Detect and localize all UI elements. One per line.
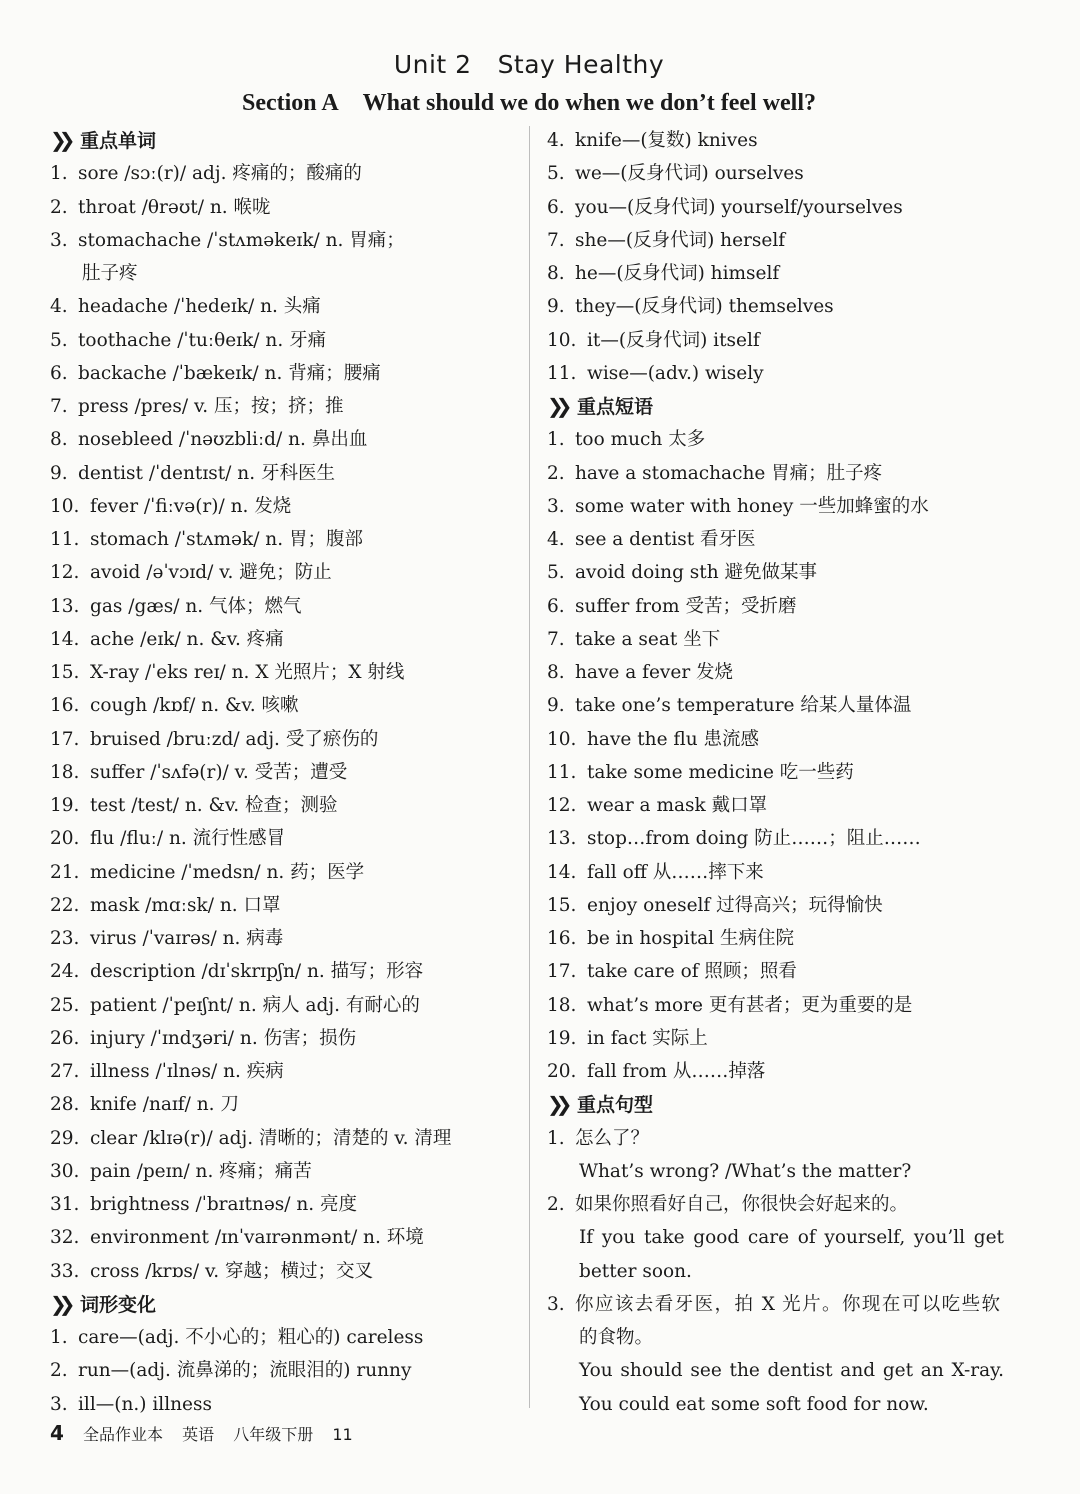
item-number: 1. (547, 1127, 565, 1149)
section-heading (50, 124, 520, 157)
item-text: have a stomachache 胃痛；肚子疼 (575, 462, 883, 484)
item-text: it—(反身代词) itself (587, 329, 760, 351)
item-number: 3. (50, 1393, 68, 1415)
item-number: 17. (547, 961, 577, 983)
item-number: 13. (50, 595, 80, 617)
item-text: flu /fluː/ n. 流行性感冒 (90, 828, 286, 850)
item-number: 16. (547, 928, 577, 949)
item-number: 1. (547, 429, 565, 451)
item-number: 20. (547, 1061, 577, 1082)
item-text: press /pres/ v. 压；按；挤；推 (78, 396, 344, 417)
list-item (547, 157, 1017, 190)
item-text: throat /θrəʊt/ n. 喉咙 (78, 196, 271, 218)
list-item (50, 889, 520, 922)
list-item (547, 1055, 1017, 1088)
section-heading (547, 1088, 1017, 1121)
item-number: 29. (50, 1127, 80, 1149)
item-text: 的食物。 (579, 1327, 654, 1348)
unit-name: Stay Healthy (497, 50, 665, 79)
list-item (50, 324, 520, 357)
list-item (50, 856, 520, 889)
item-text: backache /ˈbækeɪk/ n. 背痛；腰痛 (78, 362, 381, 384)
item-number: 11. (547, 362, 577, 384)
column-divider (529, 126, 530, 1408)
item-number: 20. (50, 828, 80, 850)
list-item (50, 191, 520, 224)
item-number: 16. (50, 695, 80, 717)
item-text: 肚子疼 (82, 263, 138, 284)
item-number: 11. (547, 761, 577, 783)
item-text: virus /ˈvaɪrəs/ n. 病毒 (90, 928, 284, 949)
list-item (547, 1188, 1017, 1221)
continuation-line (547, 1354, 1017, 1387)
item-number: 6. (547, 595, 565, 617)
item-number: 2. (50, 1360, 68, 1382)
double-chevron-icon: ❯❯ (50, 128, 68, 152)
list-item (50, 1255, 520, 1288)
list-item (547, 423, 1017, 456)
item-number: 27. (50, 1061, 80, 1082)
item-number: 10. (50, 495, 80, 517)
item-text: bruised /bruːzd/ adj. 受了瘀伤的 (90, 728, 379, 750)
item-text: suffer from 受苦；受折磨 (575, 595, 797, 617)
section-heading (50, 1288, 520, 1321)
item-number: 12. (547, 795, 577, 816)
list-item (50, 1221, 520, 1254)
item-number: 10. (547, 728, 577, 750)
item-text: cough /kɒf/ n. &v. 咳嗽 (90, 695, 299, 717)
item-number: 15. (547, 894, 577, 916)
item-text: stomach /ˈstʌmək/ n. 胃；腹部 (90, 529, 363, 550)
continuation-line (547, 1155, 1017, 1188)
item-number: 25. (50, 994, 80, 1016)
item-number: 4. (547, 130, 565, 151)
item-text: see a dentist 看牙医 (575, 529, 756, 550)
item-number: 21. (50, 861, 80, 883)
list-item (547, 955, 1017, 988)
item-number: 12. (50, 562, 80, 584)
item-text: avoid doing sth 避免做某事 (575, 562, 818, 584)
unit-title (0, 50, 1058, 79)
left-column (50, 124, 520, 1421)
item-text: fall from 从……掉落 (587, 1061, 766, 1082)
continuation-line (50, 257, 520, 290)
list-item (547, 124, 1017, 157)
item-text: stop…from doing 防止……；阻止…… (587, 828, 921, 850)
list-item (50, 922, 520, 955)
list-item (50, 556, 520, 589)
item-text: 如果你照看好自己，你很快会好起来的。 (575, 1194, 909, 1215)
list-item (50, 357, 520, 390)
item-number: 10. (547, 329, 577, 351)
item-text: be in hospital 生病住院 (587, 928, 794, 949)
list-item (547, 723, 1017, 756)
item-number: 4. (547, 529, 565, 550)
item-text: some water with honey 一些加蜂蜜的水 (575, 495, 929, 517)
heading-text: 词形变化 (80, 1293, 157, 1316)
item-number: 31. (50, 1194, 80, 1215)
item-text: pain /peɪn/ n. 疼痛；痛苦 (90, 1160, 312, 1182)
item-text: If you take good care of yourself, you’ll get (579, 1227, 1004, 1249)
continuation-line (547, 1255, 1017, 1288)
item-text: enjoy oneself 过得高兴；玩得愉快 (587, 894, 883, 916)
item-text: patient /ˈpeɪʃnt/ n. 病人 adj. 有耐心的 (90, 994, 420, 1016)
item-text: she—(反身代词) herself (575, 229, 786, 251)
item-text: What’s wrong? /What’s the matter? (579, 1160, 912, 1182)
item-text: take one’s temperature 给某人量体温 (575, 695, 912, 717)
section-label: Section A (241, 90, 339, 116)
item-number: 5. (547, 163, 565, 185)
list-item (50, 423, 520, 456)
item-text: fever /ˈfiːvə(r)/ n. 发烧 (90, 495, 292, 517)
item-number: 7. (547, 628, 565, 650)
list-item (547, 191, 1017, 224)
heading-text: 重点句型 (577, 1094, 654, 1117)
list-item (547, 789, 1017, 822)
item-number: 5. (547, 562, 565, 584)
list-item (50, 656, 520, 689)
unit-label: Unit 2 (393, 50, 472, 79)
item-number: 30. (50, 1160, 80, 1182)
item-text: test /test/ n. &v. 检查；测验 (90, 795, 338, 816)
list-item (547, 357, 1017, 390)
item-number: 28. (50, 1094, 80, 1116)
item-text: he—(反身代词) himself (575, 263, 780, 284)
list-item (50, 490, 520, 523)
list-item (547, 922, 1017, 955)
item-text: mask /mɑːsk/ n. 口罩 (90, 894, 281, 916)
item-text: You should see the dentist and get an X-ray. (579, 1360, 1004, 1382)
item-number: 19. (547, 1027, 577, 1049)
item-text: knife /naɪf/ n. 刀 (90, 1094, 239, 1116)
item-text: have the flu 患流感 (587, 728, 760, 750)
item-text: medicine /ˈmedsn/ n. 药；医学 (90, 861, 365, 883)
item-number: 22. (50, 894, 80, 916)
item-number: 1. (50, 1327, 68, 1348)
list-item (547, 822, 1017, 855)
item-text: brightness /ˈbraɪtnəs/ n. 亮度 (90, 1194, 358, 1215)
item-text: avoid /əˈvɔɪd/ v. 避免；防止 (90, 562, 332, 584)
heading-text: 重点单词 (80, 130, 157, 152)
continuation-line (547, 1321, 1017, 1354)
item-number: 13. (547, 828, 577, 850)
list-item (50, 1354, 520, 1387)
item-text: 怎么了？ (575, 1127, 650, 1149)
item-text: ache /eɪk/ n. &v. 疼痛 (90, 628, 284, 650)
item-text: in fact 实际上 (587, 1027, 708, 1049)
item-number: 8. (50, 429, 68, 451)
item-text: You could eat some soft food for now. (579, 1393, 929, 1415)
item-number: 5. (50, 329, 68, 351)
list-item (50, 623, 520, 656)
list-item (547, 623, 1017, 656)
double-chevron-icon: ❯❯ (547, 394, 565, 418)
item-number: 18. (50, 761, 80, 783)
list-item (547, 656, 1017, 689)
page-footer (50, 1421, 367, 1445)
item-number: 2. (547, 1194, 565, 1215)
list-item (547, 889, 1017, 922)
continuation-line (547, 1221, 1017, 1254)
heading-text: 重点短语 (577, 396, 654, 418)
list-item (50, 290, 520, 323)
item-number: 6. (547, 196, 565, 218)
section-title (0, 90, 1058, 117)
list-item (50, 1088, 520, 1121)
item-text: run—(adj. 流鼻涕的；流眼泪的) runny (78, 1360, 412, 1382)
item-text: toothache /ˈtuːθeɪk/ n. 牙痛 (78, 329, 327, 351)
item-text: take care of 照顾；照看 (587, 961, 797, 983)
item-text: better soon. (579, 1260, 692, 1282)
item-number: 2. (50, 196, 68, 218)
list-item (50, 756, 520, 789)
item-number: 8. (547, 263, 565, 284)
list-item (50, 523, 520, 556)
list-item (50, 457, 520, 490)
item-number: 14. (547, 861, 577, 883)
item-text: illness /ˈɪlnəs/ n. 疾病 (90, 1061, 284, 1082)
list-item (50, 723, 520, 756)
item-text: cross /krɒs/ v. 穿越；横过；交叉 (90, 1260, 373, 1282)
list-item (547, 1122, 1017, 1155)
item-number: 7. (50, 396, 68, 417)
list-item (50, 955, 520, 988)
list-item (547, 224, 1017, 257)
item-number: 33. (50, 1260, 80, 1282)
item-text: they—(反身代词) themselves (575, 296, 834, 318)
item-number: 14. (50, 628, 80, 650)
item-text: wise—(adv.) wisely (587, 362, 764, 384)
item-text: what’s more 更有甚者；更为重要的是 (587, 994, 913, 1016)
item-number: 15. (50, 662, 80, 683)
item-number: 4. (50, 296, 68, 318)
continuation-line (547, 1388, 1017, 1421)
item-text: X-ray /ˈeks reɪ/ n. X 光照片；X 射线 (90, 662, 405, 683)
item-number: 11. (50, 529, 80, 550)
item-text: dentist /ˈdentɪst/ n. 牙科医生 (78, 462, 335, 484)
list-item (50, 1122, 520, 1155)
item-text: description /dɪˈskrɪpʃn/ n. 描写；形容 (90, 961, 424, 983)
item-text: take some medicine 吃一些药 (587, 761, 854, 783)
list-item (50, 390, 520, 423)
list-item (50, 224, 520, 257)
item-number: 9. (50, 462, 68, 484)
item-number: 7. (547, 229, 565, 251)
item-number: 1. (50, 163, 68, 185)
item-number: 23. (50, 928, 80, 949)
list-item (50, 1055, 520, 1088)
list-item (547, 457, 1017, 490)
list-item (50, 822, 520, 855)
item-text: ill—(n.) illness (78, 1393, 212, 1415)
footer-code: 11 (332, 1425, 353, 1444)
list-item (50, 989, 520, 1022)
item-text: too much 太多 (575, 429, 706, 451)
right-column (547, 124, 1017, 1421)
item-text: injury /ˈɪndʒəri/ n. 伤害；损伤 (90, 1027, 357, 1049)
item-text: gas /gæs/ n. 气体；燃气 (90, 595, 302, 617)
double-chevron-icon: ❯❯ (547, 1092, 565, 1117)
section-heading (547, 390, 1017, 423)
list-item (547, 689, 1017, 722)
item-text: nosebleed /ˈnəʊzbliːd/ n. 鼻出血 (78, 429, 368, 451)
list-item (547, 556, 1017, 589)
item-text: 你应该去看牙医，拍 X 光片。你现在可以吃些软 (575, 1293, 1000, 1315)
list-item (50, 590, 520, 623)
item-number: 3. (50, 229, 68, 251)
list-item (547, 523, 1017, 556)
item-text: take a seat 坐下 (575, 628, 721, 650)
item-text: knife—(复数) knives (575, 130, 758, 151)
section-question: What should we do when we don’t feel well? (362, 90, 817, 116)
list-item (50, 157, 520, 190)
item-text: environment /ɪnˈvaɪrənmənt/ n. 环境 (90, 1227, 424, 1249)
list-item (50, 1321, 520, 1354)
item-text: you—(反身代词) yourself/yourselves (575, 196, 903, 218)
book-title: 全品作业本 (83, 1425, 164, 1444)
item-number: 8. (547, 662, 565, 683)
subject: 英语 (182, 1425, 215, 1444)
list-item (50, 689, 520, 722)
item-text: wear a mask 戴口罩 (587, 795, 768, 816)
list-item (547, 1288, 1017, 1321)
list-item (547, 856, 1017, 889)
item-text: stomachache /ˈstʌməkeɪk/ n. 胃痛； (78, 229, 405, 251)
list-item (547, 290, 1017, 323)
item-text: headache /ˈhedeɪk/ n. 头痛 (78, 296, 321, 318)
item-number: 26. (50, 1027, 80, 1049)
item-number: 24. (50, 961, 80, 983)
list-item (547, 989, 1017, 1022)
item-text: have a fever 发烧 (575, 662, 734, 683)
list-item (50, 1388, 520, 1421)
list-item (547, 490, 1017, 523)
item-number: 3. (547, 1293, 565, 1315)
list-item (50, 1022, 520, 1055)
item-number: 19. (50, 795, 80, 816)
item-text: clear /klɪə(r)/ adj. 清晰的；清楚的 v. 清理 (90, 1127, 452, 1149)
page-number: 4 (50, 1421, 64, 1445)
list-item (50, 1188, 520, 1221)
item-number: 32. (50, 1227, 80, 1249)
item-number: 9. (547, 695, 565, 717)
item-text: we—(反身代词) ourselves (575, 163, 804, 185)
item-text: sore /sɔː(r)/ adj. 疼痛的；酸痛的 (78, 163, 362, 185)
item-number: 2. (547, 462, 565, 484)
list-item (547, 324, 1017, 357)
item-number: 9. (547, 296, 565, 318)
list-item (50, 789, 520, 822)
item-number: 3. (547, 495, 565, 517)
item-text: suffer /ˈsʌfə(r)/ v. 受苦；遭受 (90, 761, 348, 783)
item-number: 18. (547, 994, 577, 1016)
item-text: care—(adj. 不小心的；粗心的) careless (78, 1327, 424, 1348)
list-item (547, 756, 1017, 789)
list-item (547, 257, 1017, 290)
item-number: 17. (50, 728, 80, 750)
list-item (50, 1155, 520, 1188)
grade: 八年级下册 (233, 1425, 314, 1444)
list-item (547, 1022, 1017, 1055)
item-number: 6. (50, 362, 68, 384)
double-chevron-icon: ❯❯ (50, 1291, 68, 1316)
list-item (547, 590, 1017, 623)
item-text: fall off 从……摔下来 (587, 861, 764, 883)
